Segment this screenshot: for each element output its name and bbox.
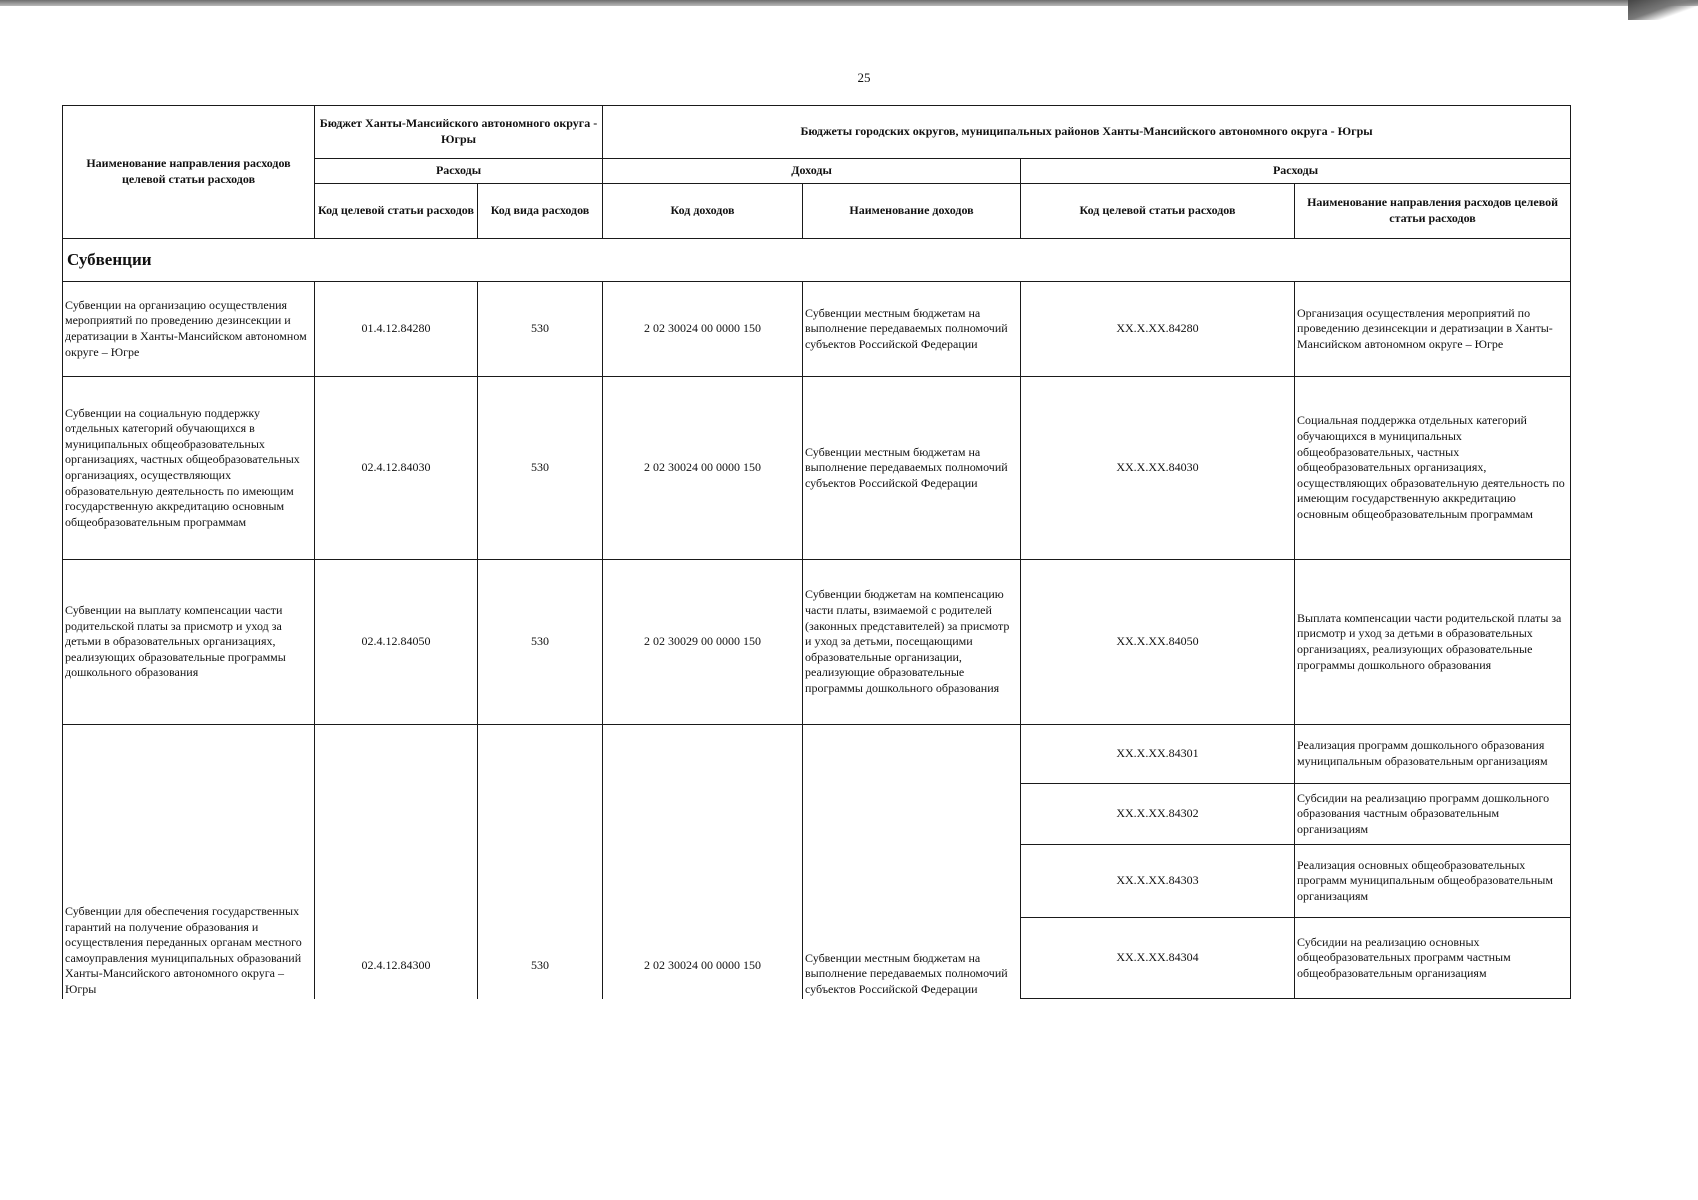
subrow-name: Субсидии на реализацию программ дошкольного образования частным образовательным организациям bbox=[1295, 784, 1571, 845]
table-row bbox=[63, 282, 1571, 377]
table-row bbox=[63, 725, 1571, 784]
row-mun-code: XX.X.XX.84280 bbox=[1021, 282, 1295, 377]
header-direction-name: Наименование направления расходов целевой статьи расходов bbox=[63, 106, 315, 239]
row-mun-name: Социальная поддержка отдельных категорий обучающихся в муниципальных общеобразовательных, частных общеобразовательных организациях, осуществляющих образовательную деятельность по имеющим государственную аккредитацию основным общеобразовательным программам bbox=[1295, 377, 1571, 560]
header-expenses: Расходы bbox=[315, 159, 603, 184]
row-target-code: 02.4.12.84050 bbox=[315, 560, 478, 725]
row-mun-code: XX.X.XX.84030 bbox=[1021, 377, 1295, 560]
header-income: Доходы bbox=[603, 159, 1021, 184]
budget-table bbox=[62, 105, 1571, 999]
subrow-code: XX.X.XX.84301 bbox=[1021, 725, 1295, 784]
row-type-code: 530 bbox=[478, 725, 603, 999]
subrow-code: XX.X.XX.84304 bbox=[1021, 918, 1295, 999]
row-income-name: Субвенции бюджетам на компенсацию части платы, взимаемой с родителей (законных представителей) за присмотр и уход за детьми, посещающими образовательные организации, реализующие образовательные программы дошкольного образования bbox=[803, 560, 1021, 725]
row-income-name: Субвенции местным бюджетам на выполнение передаваемых полномочий субъектов Российской Федерации bbox=[803, 282, 1021, 377]
page-number: 25 bbox=[857, 70, 871, 85]
subrow-code: XX.X.XX.84303 bbox=[1021, 845, 1295, 918]
row-income-name: Субвенции местным бюджетам на выполнение передаваемых полномочий субъектов Российской Федерации bbox=[803, 725, 1021, 999]
row-target-code: 01.4.12.84280 bbox=[315, 282, 478, 377]
header-target-code: Код целевой статьи расходов bbox=[315, 184, 478, 239]
subrow-name: Субсидии на реализацию основных общеобразовательных программ частным общеобразовательным организациям bbox=[1295, 918, 1571, 999]
header-row-1 bbox=[63, 106, 1571, 159]
row-type-code: 530 bbox=[478, 377, 603, 560]
row-name: Субвенции для обеспечения государственных гарантий на получение образования и осуществления переданных органам местного самоуправления муниципальных образований Ханты-Мансийского автономного округа – Югры bbox=[63, 725, 315, 999]
row-name: Субвенции на организацию осуществления мероприятий по проведению дезинсекции и дератизации в Ханты-Мансийском автономном округе – Югре bbox=[63, 282, 315, 377]
header-mun-target-code: Код целевой статьи расходов bbox=[1021, 184, 1295, 239]
header-expenses-2: Расходы bbox=[1021, 159, 1571, 184]
header-expense-type-code: Код вида расходов bbox=[478, 184, 603, 239]
row-income-name: Субвенции местным бюджетам на выполнение передаваемых полномочий субъектов Российской Федерации bbox=[803, 377, 1021, 560]
header-income-code: Код доходов bbox=[603, 184, 803, 239]
row-type-code: 530 bbox=[478, 282, 603, 377]
row-income-code: 2 02 30024 00 0000 150 bbox=[603, 282, 803, 377]
row-mun-name: Организация осуществления мероприятий по проведению дезинсекции и дератизации в Ханты-Мансийском автономном округе – Югре bbox=[1295, 282, 1571, 377]
row-type-code: 530 bbox=[478, 560, 603, 725]
subrow-name: Реализация программ дошкольного образования муниципальным образовательным организациям bbox=[1295, 725, 1571, 784]
row-name: Субвенции на социальную поддержку отдельных категорий обучающихся в муниципальных общеобразовательных организациях, частных общеобразовательных организациях, осуществляющих образовательную деятельность по имеющим государственную аккредитацию основным общеобразовательным программам bbox=[63, 377, 315, 560]
subrow-name: Реализация основных общеобразовательных программ муниципальным общеобразовательным организациям bbox=[1295, 845, 1571, 918]
header-income-name: Наименование доходов bbox=[803, 184, 1021, 239]
header-okrug-budget: Бюджет Ханты-Мансийского автономного округа - Югры bbox=[315, 106, 603, 159]
row-mun-name: Выплата компенсации части родительской платы за присмотр и уход за детьми в образовательных организациях, реализующих образовательные программы дошкольного образования bbox=[1295, 560, 1571, 725]
subrow-code: XX.X.XX.84302 bbox=[1021, 784, 1295, 845]
row-name: Субвенции на выплату компенсации части родительской платы за присмотр и уход за детьми в образовательных организациях, реализующих образовательные программы дошкольного образования bbox=[63, 560, 315, 725]
row-income-code: 2 02 30024 00 0000 150 bbox=[603, 725, 803, 999]
row-target-code: 02.4.12.84030 bbox=[315, 377, 478, 560]
scan-corner bbox=[1628, 0, 1698, 20]
header-municipal-budgets: Бюджеты городских округов, муниципальных районов Ханты-Мансийского автономного округа - Югры bbox=[603, 106, 1571, 159]
header-mun-direction-name: Наименование направления расходов целевой статьи расходов bbox=[1295, 184, 1571, 239]
row-income-code: 2 02 30029 00 0000 150 bbox=[603, 560, 803, 725]
scan-edge bbox=[0, 0, 1698, 6]
row-income-code: 2 02 30024 00 0000 150 bbox=[603, 377, 803, 560]
section-row bbox=[63, 239, 1571, 282]
section-title: Субвенции bbox=[63, 239, 1571, 282]
table-row bbox=[63, 377, 1571, 560]
row-target-code: 02.4.12.84300 bbox=[315, 725, 478, 999]
table-row bbox=[63, 560, 1571, 725]
row-mun-code: XX.X.XX.84050 bbox=[1021, 560, 1295, 725]
